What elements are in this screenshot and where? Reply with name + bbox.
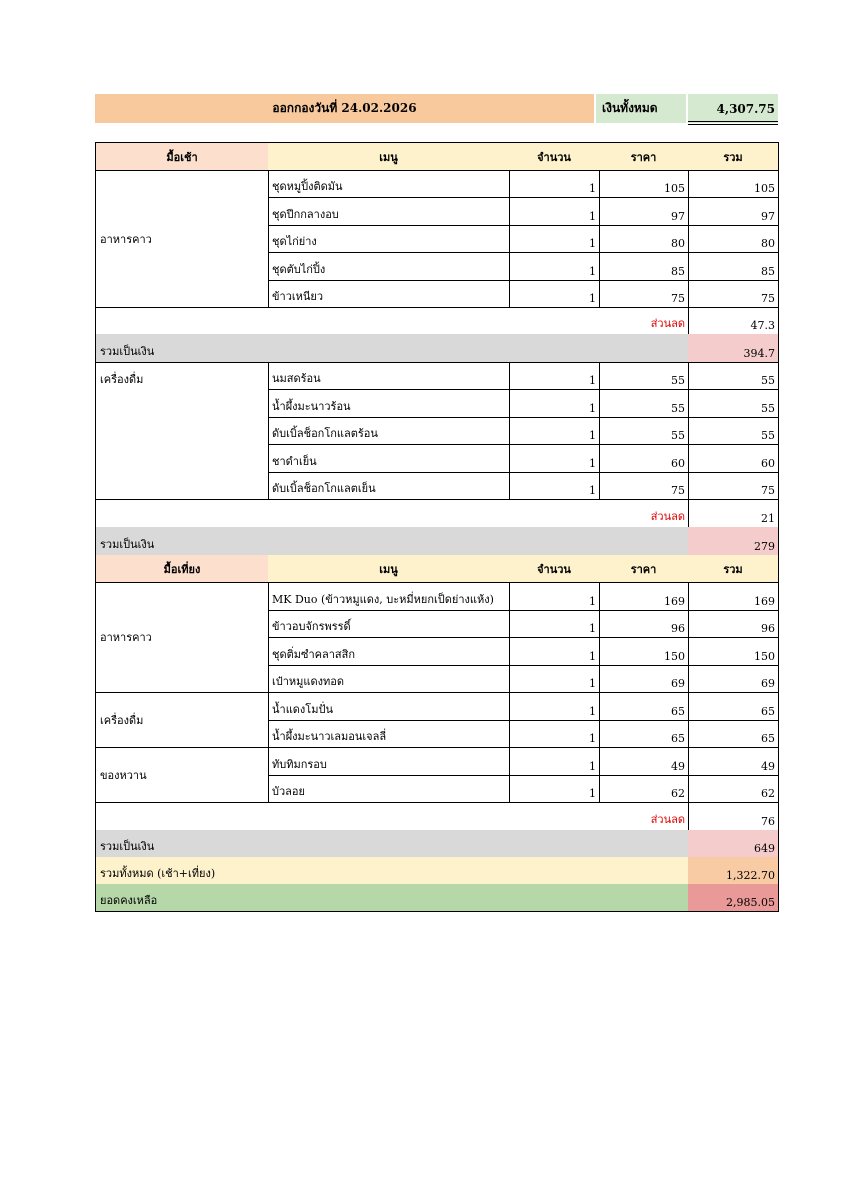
lunch-food-category: อาหารคาว bbox=[95, 582, 269, 693]
item-price: 65 bbox=[599, 692, 689, 721]
subtotal-label: รวมเป็นเงิน bbox=[95, 334, 689, 363]
total-money-label: เงินทั้งหมด bbox=[596, 94, 686, 123]
item-name: ชุดปีกกลางอบ bbox=[268, 197, 510, 225]
item-qty: 1 bbox=[509, 610, 600, 639]
lunch-drinks-category: เครื่องดื่ม bbox=[95, 692, 269, 748]
item-qty: 1 bbox=[509, 720, 600, 749]
item-price: 169 bbox=[599, 582, 689, 611]
subtotal-label: รวมเป็นเงิน bbox=[95, 527, 689, 556]
subtotal-value: 394.7 bbox=[688, 334, 779, 363]
item-price: 150 bbox=[599, 637, 689, 666]
item-qty: 1 bbox=[509, 417, 600, 445]
breakfast-col-price: ราคา bbox=[599, 142, 689, 171]
discount-label: ส่วนลด bbox=[95, 802, 689, 831]
discount-label: ส่วนลด bbox=[95, 499, 689, 528]
lunch-col-price: ราคา bbox=[599, 555, 689, 583]
item-sum: 55 bbox=[688, 362, 779, 390]
lunch-col-menu: เมนู bbox=[268, 555, 510, 583]
item-qty: 1 bbox=[509, 582, 600, 611]
item-price: 75 bbox=[599, 472, 689, 500]
item-price: 97 bbox=[599, 197, 689, 225]
item-sum: 169 bbox=[688, 582, 779, 611]
item-qty: 1 bbox=[509, 170, 600, 198]
item-price: 96 bbox=[599, 610, 689, 639]
item-name: ชุดตับไก่ปิ้ง bbox=[268, 252, 510, 280]
discount-value: 21 bbox=[688, 499, 779, 528]
item-qty: 1 bbox=[509, 389, 600, 417]
item-qty: 1 bbox=[509, 362, 600, 390]
item-sum: 62 bbox=[688, 775, 779, 804]
item-qty: 1 bbox=[509, 472, 600, 500]
item-name: MK Duo (ข้าวหมูแดง, บะหมี่หยกเป็ดย่างแห้ง) bbox=[268, 582, 510, 611]
item-price: 105 bbox=[599, 170, 689, 198]
double-underline bbox=[688, 121, 778, 125]
item-qty: 1 bbox=[509, 775, 600, 804]
item-sum: 65 bbox=[688, 692, 779, 721]
item-price: 55 bbox=[599, 362, 689, 390]
item-sum: 97 bbox=[688, 197, 779, 225]
breakfast-drinks-category: เครื่องดื่ม bbox=[95, 362, 269, 500]
item-sum: 105 bbox=[688, 170, 779, 198]
lunch-dessert-category: ของหวาน bbox=[95, 747, 269, 803]
item-price: 60 bbox=[599, 444, 689, 472]
item-name: น้ำผึ้งมะนาวเลมอนเจลลี่ bbox=[268, 720, 510, 749]
item-qty: 1 bbox=[509, 444, 600, 472]
subtotal-value: 649 bbox=[688, 830, 779, 858]
item-price: 55 bbox=[599, 417, 689, 445]
item-sum: 65 bbox=[688, 720, 779, 749]
item-name: ข้าวเหนียว bbox=[268, 280, 510, 308]
item-name: น้ำผึ้งมะนาวร้อน bbox=[268, 389, 510, 417]
item-sum: 75 bbox=[688, 280, 779, 308]
item-qty: 1 bbox=[509, 747, 600, 776]
item-price: 65 bbox=[599, 720, 689, 749]
item-name: ดับเบิ้ลช็อกโกแลตเย็น bbox=[268, 472, 510, 500]
item-sum: 69 bbox=[688, 665, 779, 694]
item-sum: 85 bbox=[688, 252, 779, 280]
balance-value: 2,985.05 bbox=[688, 884, 779, 912]
breakfast-col-qty: จำนวน bbox=[509, 142, 600, 171]
breakfast-food-category: อาหารคาว bbox=[95, 170, 269, 308]
item-name: ข้าวอบจักรพรรดิ์ bbox=[268, 610, 510, 639]
item-name: ชุดไก่ย่าง bbox=[268, 225, 510, 253]
item-price: 75 bbox=[599, 280, 689, 308]
item-price: 80 bbox=[599, 225, 689, 253]
item-name: บัวลอย bbox=[268, 775, 510, 804]
grand-total-value: 1,322.70 bbox=[688, 857, 779, 885]
breakfast-col-sum: รวม bbox=[688, 142, 779, 171]
item-qty: 1 bbox=[509, 197, 600, 225]
lunch-col-qty: จำนวน bbox=[509, 555, 600, 583]
breakfast-col-menu: เมนู bbox=[268, 142, 510, 171]
item-name: ชาดำเย็น bbox=[268, 444, 510, 472]
item-name: น้ำแดงโมปั่น bbox=[268, 692, 510, 721]
item-sum: 60 bbox=[688, 444, 779, 472]
lunch-col-sum: รวม bbox=[688, 555, 779, 583]
subtotal-label: รวมเป็นเงิน bbox=[95, 830, 689, 858]
item-qty: 1 bbox=[509, 280, 600, 308]
item-qty: 1 bbox=[509, 692, 600, 721]
item-sum: 96 bbox=[688, 610, 779, 639]
discount-value: 76 bbox=[688, 802, 779, 831]
discount-value: 47.3 bbox=[688, 307, 779, 335]
item-price: 49 bbox=[599, 747, 689, 776]
grand-total-label: รวมทั้งหมด (เช้า+เที่ยง) bbox=[95, 857, 689, 885]
item-sum: 80 bbox=[688, 225, 779, 253]
item-qty: 1 bbox=[509, 252, 600, 280]
item-sum: 49 bbox=[688, 747, 779, 776]
item-price: 62 bbox=[599, 775, 689, 804]
item-sum: 55 bbox=[688, 389, 779, 417]
item-sum: 150 bbox=[688, 637, 779, 666]
item-price: 85 bbox=[599, 252, 689, 280]
item-name: ทับทิมกรอบ bbox=[268, 747, 510, 776]
item-name: ดับเบิ้ลช็อกโกแลตร้อน bbox=[268, 417, 510, 445]
lunch-meal-title: มื้อเที่ยง bbox=[95, 555, 269, 583]
breakfast-meal-title: มื้อเช้า bbox=[95, 142, 269, 171]
item-sum: 55 bbox=[688, 417, 779, 445]
item-qty: 1 bbox=[509, 225, 600, 253]
item-qty: 1 bbox=[509, 637, 600, 666]
item-price: 55 bbox=[599, 389, 689, 417]
balance-label: ยอดคงเหลือ bbox=[95, 884, 689, 912]
discount-label: ส่วนลด bbox=[95, 307, 689, 335]
document-title: ออกกองวันที่ 24.02.2026 bbox=[95, 94, 594, 123]
item-name: ชุดหมูปิ้งติดมัน bbox=[268, 170, 510, 198]
subtotal-value: 279 bbox=[688, 527, 779, 556]
item-price: 69 bbox=[599, 665, 689, 694]
item-name: เป๋าหมูแดงทอด bbox=[268, 665, 510, 694]
item-name: ชุดติ่มซำคลาสสิก bbox=[268, 637, 510, 666]
item-sum: 75 bbox=[688, 472, 779, 500]
total-money-value: 4,307.75 bbox=[688, 94, 778, 123]
item-qty: 1 bbox=[509, 665, 600, 694]
item-name: นมสดร้อน bbox=[268, 362, 510, 390]
